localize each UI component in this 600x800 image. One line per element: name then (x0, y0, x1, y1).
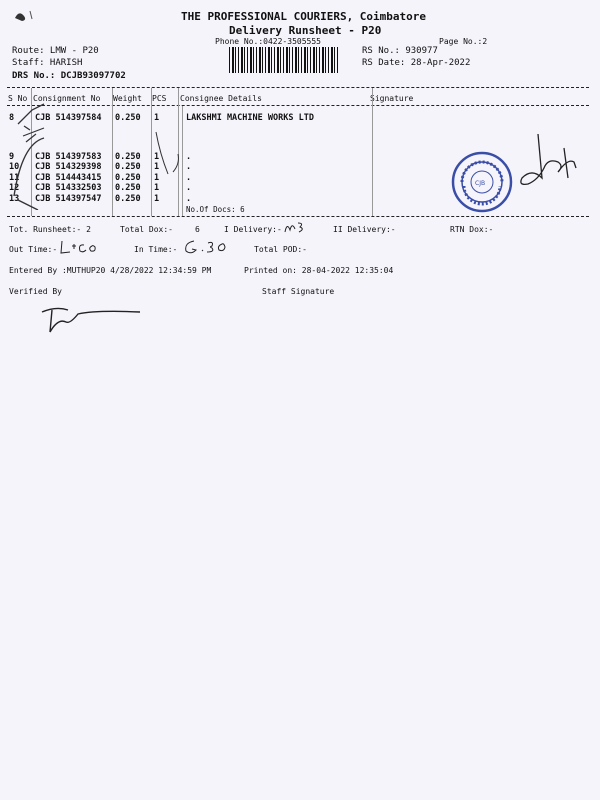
row-pcs: 1 (154, 183, 160, 193)
corner-mark-icon (12, 6, 42, 24)
verified-signature (36, 300, 146, 338)
col-header-sno: S No (8, 94, 28, 103)
rs-date: RS Date: 28-Apr-2022 (362, 58, 471, 68)
out-time: Out Time:- (9, 245, 58, 254)
company-name: THE PROFESSIONAL COURIERS, Coimbatore (181, 10, 427, 23)
page-number: Page No.:2 (439, 37, 488, 46)
row-consignment: CJB 514443415 (35, 173, 102, 183)
staff-signature: Staff Signature (262, 287, 335, 296)
row-consignment: CJB 514329398 (35, 162, 102, 172)
drs-number: DRS No.: DCJB93097702 (12, 71, 126, 81)
rs-number: RS No.: 930977 (362, 46, 438, 56)
row-details: . (186, 173, 192, 183)
row-consignment: CJB 514397584 (35, 113, 102, 123)
row-sno: 11 (9, 173, 20, 183)
row-weight: 0.250 (115, 162, 141, 172)
no-of-docs: No.Of Docs: 6 (186, 205, 245, 214)
column-divider (372, 88, 373, 216)
handwritten-out-time (58, 238, 106, 256)
staff-name: Staff: HARISH (12, 58, 83, 68)
row-pcs: 1 (154, 162, 160, 172)
row-sno: 13 (9, 194, 20, 204)
col-header-pcs: PCS (152, 94, 167, 103)
row-pcs: 1 (154, 113, 160, 123)
row-pcs: 1 (154, 152, 160, 162)
printed-on: Printed on: 28-04-2022 12:35:04 (244, 266, 394, 275)
handwritten-check-8 (14, 102, 54, 132)
in-time: In Time:- (134, 245, 178, 254)
divider (7, 216, 589, 217)
row-details: . (186, 152, 192, 162)
row-details: . (186, 162, 192, 172)
row-sno: 9 (9, 152, 15, 162)
total-dox-value: 6 (195, 225, 200, 234)
svg-text:CJB: CJB (475, 180, 486, 187)
document-title: Delivery Runsheet - P20 (229, 24, 382, 37)
phone-number: Phone No.:0422-3505555 (215, 37, 321, 46)
row-consignment: CJB 514397547 (35, 194, 102, 204)
ii-delivery: II Delivery:- (333, 225, 396, 234)
row-pcs: 1 (154, 194, 160, 204)
row-weight: 0.250 (115, 173, 141, 183)
total-dox-label: Total Dox:- (120, 225, 173, 234)
handwritten-delivery-mark (282, 220, 308, 234)
tot-runsheet: Tot. Runsheet:- 2 (9, 225, 91, 234)
barcode (229, 47, 339, 73)
entered-by: Entered By :MUTHUP20 4/28/2022 12:34:59 PM (9, 266, 212, 275)
divider (7, 105, 589, 106)
row-sno: 10 (9, 162, 20, 172)
col-header-signature: Signature (370, 94, 414, 103)
row-weight: 0.250 (115, 113, 141, 123)
row-pcs: 1 (154, 173, 160, 183)
row-sno: 8 (9, 113, 15, 123)
divider (7, 87, 589, 88)
verified-by: Verified By (9, 287, 62, 296)
row-sno: 12 (9, 183, 20, 193)
receiver-signature (498, 128, 584, 198)
handwritten-tick-marks (8, 124, 188, 210)
row-weight: 0.250 (115, 183, 141, 193)
handwritten-in-time (182, 238, 232, 256)
i-delivery: I Delivery:- (224, 225, 282, 234)
col-header-weight: Weight (113, 94, 142, 103)
row-consignment: CJB 514397583 (35, 152, 102, 162)
row-consignment: CJB 514332503 (35, 183, 102, 193)
route: Route: LMW - P20 (12, 46, 99, 56)
row-details: . (186, 194, 192, 204)
row-details: . (186, 183, 192, 193)
row-details: LAKSHMI MACHINE WORKS LTD (186, 113, 314, 123)
col-header-consignee: Consignee Details (180, 94, 262, 103)
row-weight: 0.250 (115, 194, 141, 204)
row-weight: 0.250 (115, 152, 141, 162)
rtn-dox: RTN Dox:- (450, 225, 494, 234)
col-header-consignment: Consignment No (33, 94, 101, 103)
total-pod: Total POD:- (254, 245, 307, 254)
